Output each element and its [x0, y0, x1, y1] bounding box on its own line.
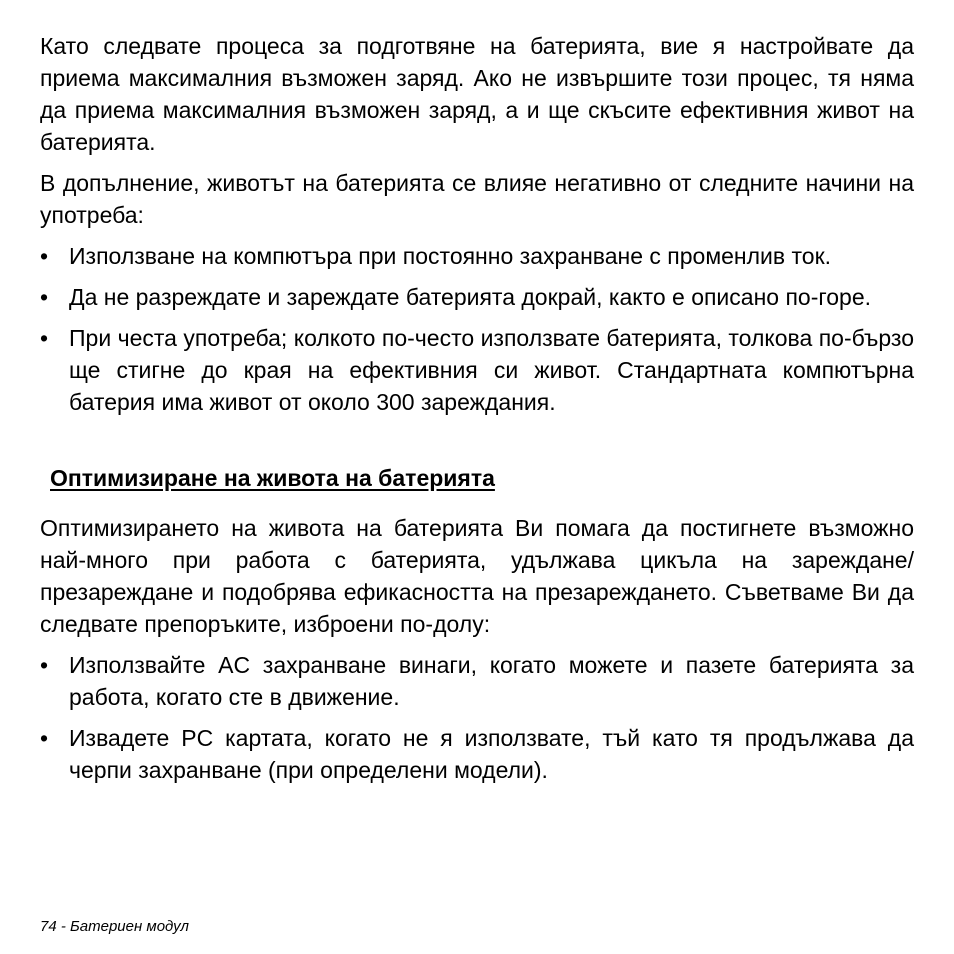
section-heading: Оптимизиране на живота на батерията: [50, 465, 495, 491]
document-page: [40, 30, 914, 795]
list-item-text: Използване на компютъра при постоянно захранване с променлив ток.: [69, 243, 832, 269]
list-item-text: При честа употреба; колкото по-често използвате батерията, толкова по-бързо ще стигне до края на ефективния си живот. Стандартната компютърна батерия има живот от около 300 зареждания.: [69, 325, 914, 415]
bullet-marker: •: [40, 243, 49, 269]
page-footer: 74 - Батериен модул: [40, 918, 189, 935]
list-item-text: Използвайте AC захранване винаги, когато можете и пазете батерията за работа, когато сте в движение.: [69, 652, 914, 710]
bullet-marker: •: [40, 284, 49, 310]
list-item-text: Извадете PC картата, когато не я използвате, тъй като тя продължава да черпи захранване (при определени модели).: [69, 725, 914, 783]
list-item: [40, 322, 914, 418]
bullet-marker: •: [40, 325, 49, 351]
negative-factors-list: [40, 240, 914, 418]
intro-paragraph-1: Като следвате процеса за подготвяне на батерията, вие я настройвате да приема максималния възможен заряд. Ако не извършите този процес, тя няма да приема максималния възможен заряд, а и ще скъсите ефективния живот на батерията.: [40, 33, 914, 155]
list-item: [40, 281, 914, 313]
bullet-marker: •: [40, 652, 49, 678]
section-paragraph: Оптимизирането на живота на батерията Ви помага да постигнете възможно най-много при работа с батерията, удължава цикъла на зареждане/презареждане и подобрява ефикасността на презареждането. Съветваме Ви да следвате препоръките, изброени по-долу:: [40, 515, 914, 637]
list-item: [40, 649, 914, 713]
intro-paragraph-2: В допълнение, животът на батерията се влияе негативно от следните начини на употреба:: [40, 170, 914, 228]
recommendations-list: [40, 649, 914, 786]
list-item: [40, 722, 914, 786]
list-item-text: Да не разреждате и зареждате батерията докрай, както е описано по-горе.: [69, 284, 872, 310]
bullet-marker: •: [40, 725, 49, 751]
list-item: [40, 240, 914, 272]
